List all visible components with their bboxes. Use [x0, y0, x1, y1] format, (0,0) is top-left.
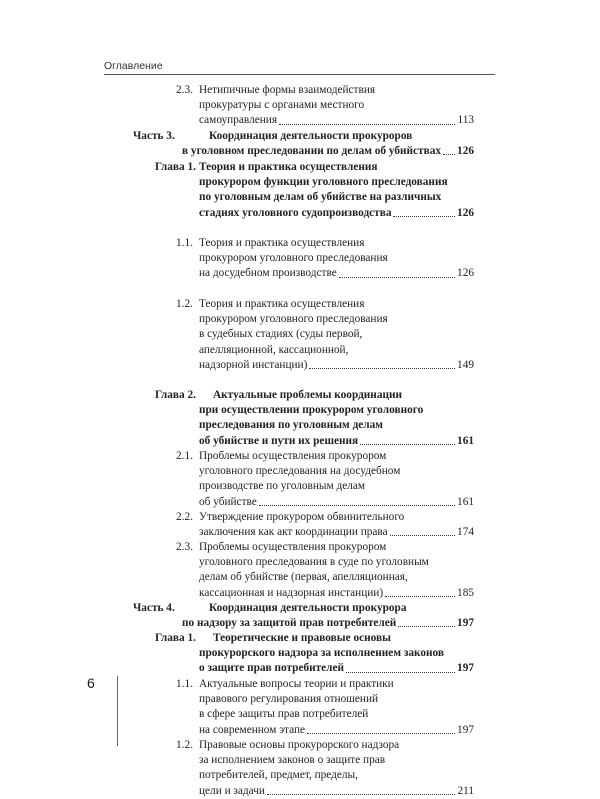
dot-leader — [390, 535, 455, 536]
toc-entry-page: 197 — [457, 723, 474, 736]
toc-entry-number: Часть 3. — [133, 130, 175, 142]
toc-entry-title-line: прокурором уголовного преследования — [199, 252, 388, 265]
toc-entry-title-line: на современном этапе — [199, 723, 306, 736]
toc-entry-title-line: Проблемы осуществления прокурором — [199, 541, 387, 553]
dot-leader — [267, 794, 456, 795]
dot-leader — [259, 505, 455, 506]
toc-entry-title-line: кассационная и надзорная инстанции) — [199, 586, 384, 599]
toc-entry-title-line: Проблемы осуществления прокурором — [199, 450, 387, 462]
toc-entry-number: 1.1. — [176, 237, 193, 249]
toc-entry-page: 113 — [457, 114, 474, 127]
toc-entry-page: 149 — [457, 358, 474, 371]
toc-entry-number: Глава 1. — [155, 161, 196, 173]
dot-leader — [307, 733, 455, 734]
toc-entry-title-line: прокурорского надзора за исполнением законов — [199, 647, 445, 660]
dot-leader — [398, 626, 455, 627]
toc-entry-page: 174 — [457, 526, 474, 539]
toc-entry-title-line: Координация деятельности прокуроров — [209, 130, 413, 142]
toc-entry-title-line: самоуправления — [199, 114, 278, 127]
toc-entry-page: 185 — [457, 586, 474, 599]
toc-entry-title-line: в судебных стадиях (суды первой, — [199, 328, 363, 341]
toc-entry-number: 2.3. — [176, 541, 193, 553]
toc-entry-title-line: Утверждение прокурором обвинительного — [199, 511, 405, 523]
toc-entry-title-line: правового регулирования отношений — [199, 693, 379, 706]
toc-entry-title-line: производстве по уголовным делам — [199, 480, 366, 493]
toc-entry-title-line: преследования по уголовным делам — [199, 419, 383, 432]
toc-entry-title-line: уголовного преследования в суде по уголовным — [199, 556, 429, 569]
toc-entry-title-line: Координация деятельности прокурора — [209, 602, 407, 614]
toc-entry-title-line: по надзору за защитой прав потребителей — [182, 617, 397, 630]
dot-leader — [360, 444, 455, 445]
toc-entry-number: 1.1. — [176, 678, 193, 690]
toc-entry-number: Глава 2. — [155, 389, 196, 401]
toc-entry-page: 126 — [457, 145, 474, 158]
toc-entry-number: 2.1. — [176, 450, 193, 462]
toc-entry-page: 211 — [457, 784, 474, 797]
toc-entry-title-line: апелляционной, кассационной, — [199, 343, 349, 356]
toc-entry-title-line: делам об убийстве (первая, апелляционная, — [199, 571, 408, 584]
header-divider — [104, 74, 495, 75]
dot-leader — [309, 368, 455, 369]
toc-entry-title-line: Актуальные проблемы координации — [213, 389, 402, 401]
running-header: Оглавление — [104, 60, 163, 72]
toc-entry-title-line: по уголовным делам об убийстве на различных — [199, 191, 442, 204]
toc-entry-title-line: прокурором функции уголовного преследования — [199, 176, 448, 189]
page-margin-rule — [117, 676, 118, 746]
toc-entry-title-line: прокурором уголовного преследования — [199, 313, 388, 326]
toc-entry-title-line: надзорной инстанции) — [199, 358, 308, 371]
toc-entry-page: 126 — [457, 206, 474, 219]
toc-entry-title-line: Актуальные вопросы теории и практики — [199, 678, 394, 690]
toc-entry-title-line: Теория и практика осуществления — [199, 237, 365, 249]
dot-leader — [339, 277, 455, 278]
toc-entry-page: 126 — [457, 267, 474, 280]
toc-entry-title-line: Теория и практика осуществления — [199, 161, 378, 173]
dot-leader — [393, 216, 455, 217]
toc-entry-title-line: заключения как акт координации права — [199, 526, 388, 539]
toc-entry-number: Часть 4. — [133, 602, 175, 614]
toc-entry-title-line: Теоретические и правовые основы — [213, 632, 391, 644]
toc-entry-title-line: уголовного преследования на досудебном — [199, 465, 401, 478]
toc-entry-title-line: цели и задачи — [199, 784, 265, 797]
toc-entry-number: 2.2. — [176, 511, 193, 523]
page-number: 6 — [87, 675, 95, 691]
toc-entry-page: 161 — [457, 495, 474, 508]
toc-entry-title-line: на досудебном производстве — [199, 267, 337, 280]
toc-entry-title-line: в уголовном преследовании по делам об убийствах — [182, 145, 441, 158]
toc-entry-page: 161 — [457, 434, 474, 447]
toc-entry-title-line: за исполнением законов о защите прав — [199, 754, 386, 767]
toc-entry-number: 2.3. — [176, 84, 193, 96]
toc-entry-title-line: прокуратуры с органами местного — [199, 99, 365, 112]
toc-entry-title-line: в сфере защиты прав потребителей — [199, 708, 369, 721]
toc-entry-title-line: об убийстве — [199, 495, 257, 508]
toc-entry-title-line: Теория и практика осуществления — [199, 298, 365, 310]
toc-entry-number: Глава 1. — [155, 632, 196, 644]
toc-entry-title-line: стадиях уголовного судопроизводства — [199, 206, 392, 219]
dot-leader — [385, 596, 455, 597]
toc-entry-title-line: Правовые основы прокурорского надзора — [199, 739, 400, 751]
toc-entry-number: 1.2. — [176, 298, 193, 310]
toc-entry-title-line: потребителей, предмет, пределы, — [199, 769, 358, 782]
toc-entry-title-line: о защите прав потребителей — [199, 662, 345, 675]
toc-entry-title-line: Нетипичные формы взаимодействия — [199, 84, 376, 96]
toc-entry-title-line: при осуществлении прокурором уголовного — [199, 404, 424, 417]
toc-entry-page: 197 — [457, 617, 474, 630]
toc-entry-title-line: об убийстве и пути их решения — [199, 434, 359, 447]
toc-entry-number: 1.2. — [176, 739, 193, 751]
dot-leader — [279, 124, 455, 125]
dot-leader — [346, 672, 455, 673]
toc-entry-page: 197 — [457, 662, 474, 675]
dot-leader — [443, 154, 455, 155]
